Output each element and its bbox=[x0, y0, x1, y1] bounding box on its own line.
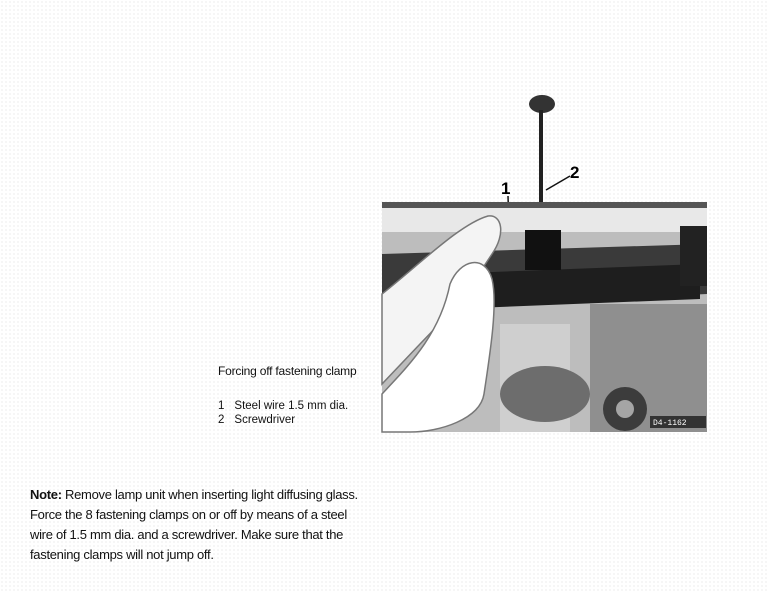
callout-1: 1 bbox=[501, 179, 511, 198]
legend-number: 1 bbox=[218, 400, 225, 412]
note-paragraph bbox=[30, 485, 365, 565]
figure-caption-title: Forcing off fastening clamp bbox=[218, 364, 357, 378]
figure-stamp: D4-1162 bbox=[653, 419, 687, 428]
legend-item bbox=[218, 399, 348, 413]
figure-photo bbox=[380, 94, 710, 436]
legend-text: Steel wire 1.5 mm dia. bbox=[234, 400, 349, 412]
callout-2: 2 bbox=[570, 163, 580, 182]
legend-item bbox=[218, 413, 348, 427]
legend-text: Screwdriver bbox=[234, 414, 296, 426]
note-label: Note: bbox=[30, 487, 62, 502]
figure-legend bbox=[218, 399, 348, 427]
legend-number: 2 bbox=[218, 414, 225, 426]
note-text: Remove lamp unit when inserting light diffusing glass. Force the 8 fastening clamps on or off by means of a steel wire of 1.5 mm dia. and a screwdriver. Make sure that the fastening clamps will not jump off. bbox=[30, 487, 358, 562]
